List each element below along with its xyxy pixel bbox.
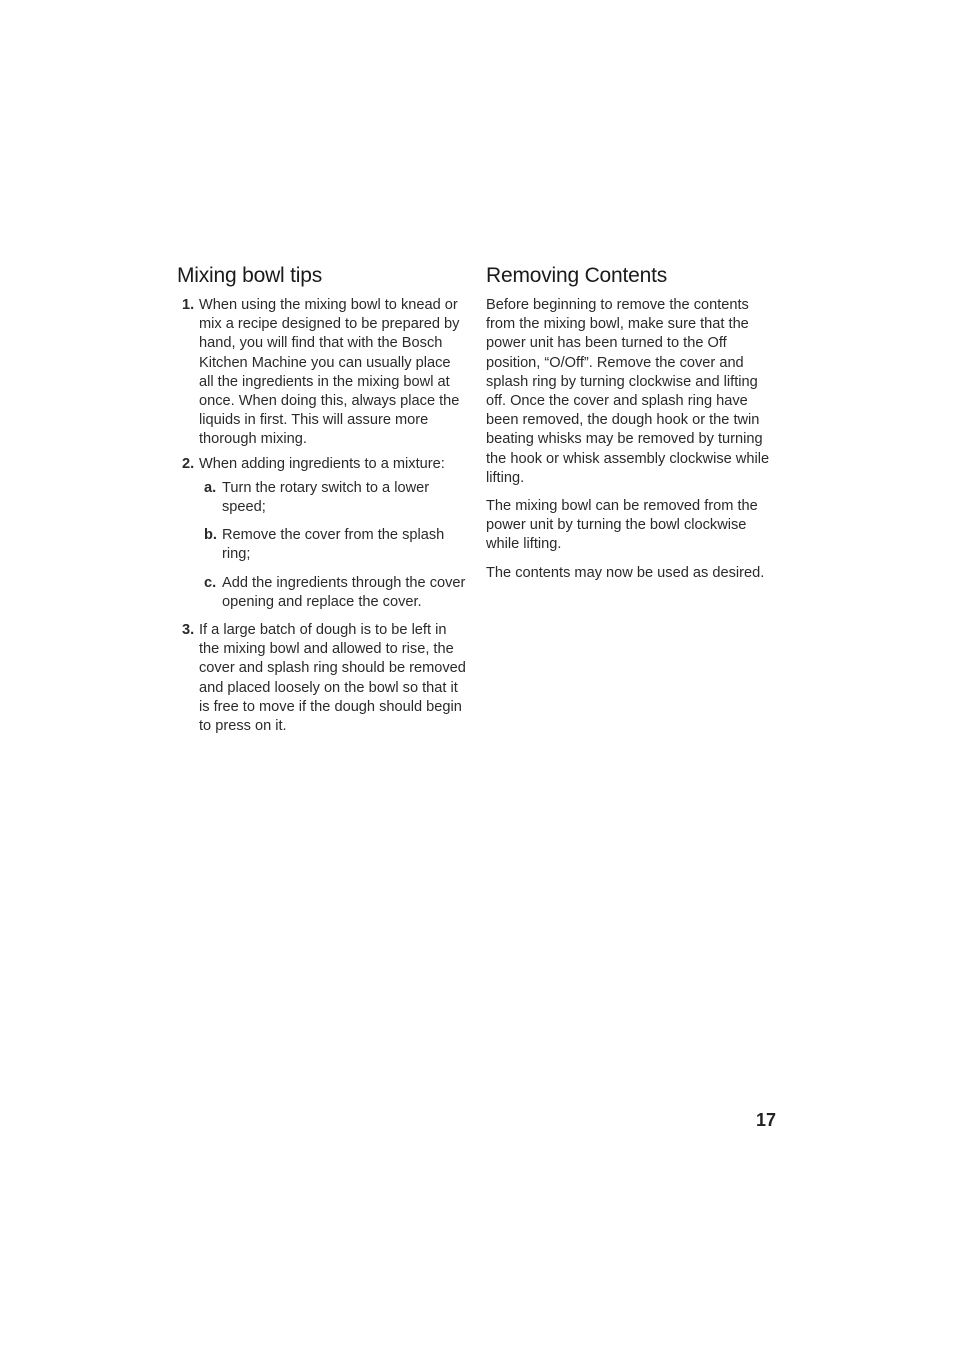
list-item xyxy=(177,621,467,736)
sub-list xyxy=(199,479,467,612)
sub-list-item xyxy=(199,526,467,564)
list-item xyxy=(177,296,467,450)
sub-list-item xyxy=(199,574,467,612)
sub-list-item-letter: a. xyxy=(204,479,217,496)
list-item-text: When adding ingredients to a mixture: xyxy=(199,455,445,472)
list-item-number: 2. xyxy=(182,455,195,472)
page-number: 17 xyxy=(755,1110,776,1130)
list-item-number: 3. xyxy=(182,622,195,639)
sub-list-item-letter: c. xyxy=(204,574,217,591)
paragraph: The mixing bowl can be removed from the power unit by turning the bowl clockwise while lifting. xyxy=(486,498,758,553)
list-item-text: When using the mixing bowl to knead or mix a recipe designed to be prepared by hand, you will find that with the Bosch Kitchen Machine you can usually place all the ingredients in the mixing bowl at once. When doing this, always place the liquids in first. This will assure more thorough mixing. xyxy=(199,297,460,448)
paragraph: The contents may now be used as desired. xyxy=(486,564,765,581)
sub-list-item-text: Turn the rotary switch to a lower speed; xyxy=(222,479,430,516)
list-item-number: 1. xyxy=(182,297,195,313)
sub-list-item xyxy=(199,479,467,517)
mixing-bowl-tips-section xyxy=(177,262,467,741)
list-item-text: If a large batch of dough is to be left in the mixing bowl and allowed to rise, the cover and splash ring should be removed and placed loosely on the bowl so that it is free to move if the dough should begin to press on it. xyxy=(199,622,466,735)
list-item xyxy=(177,455,467,612)
removing-contents-section xyxy=(486,262,778,592)
paragraph: Before beginning to remove the contents from the mixing bowl, make sure that the power unit has been turned to the Off position, “O/Off”. Remove the cover and splash ring by turning clockwise and lifting off. Once the cover and splash ring have been removed, the dough hook or the twin beating whisks may be removed by turning the hook or whisk assembly clockwise while lifting. xyxy=(486,297,770,486)
section-heading-mixing-bowl-tips: Mixing bowl tips xyxy=(177,264,323,287)
tips-list xyxy=(177,296,467,736)
sub-list-item-text: Remove the cover from the splash ring; xyxy=(222,527,445,563)
sub-list-item-text: Add the ingredients through the cover opening and replace the cover. xyxy=(222,574,466,610)
section-heading-removing-contents: Removing Contents xyxy=(486,264,668,287)
sub-list-item-letter: b. xyxy=(204,527,217,544)
